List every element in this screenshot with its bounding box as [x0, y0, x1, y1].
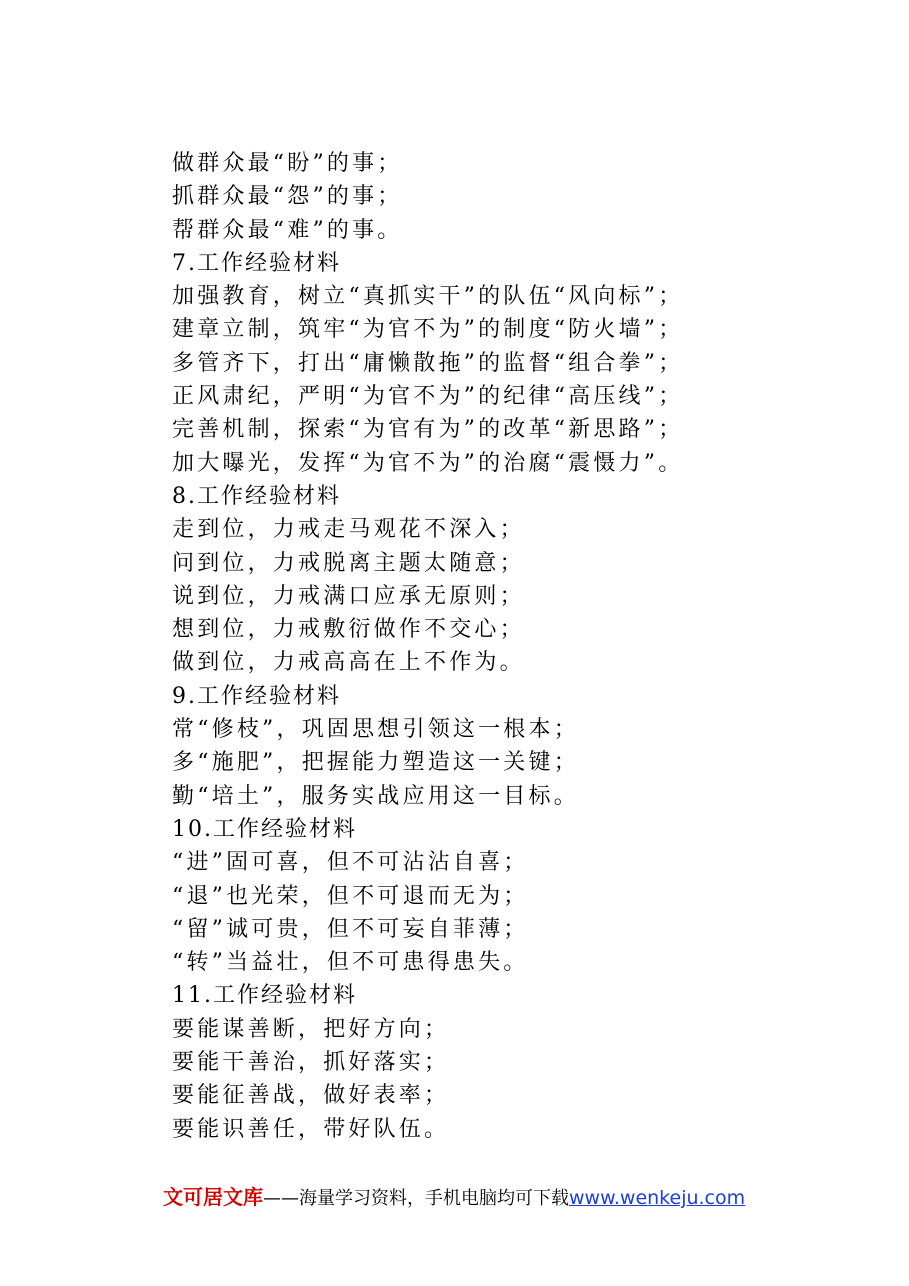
- text-line: 要能谋善断，把好方向；: [172, 1016, 450, 1042]
- section-heading: 9.工作经验材料: [172, 683, 341, 709]
- text-line: 正风肃纪，严明“为官不为”的纪律“高压线”；: [172, 384, 684, 410]
- footer-slogan: ——海量学习资料，手机电脑均可下载: [263, 1188, 569, 1209]
- footer-brand: 文可居文库: [163, 1185, 263, 1209]
- text-line: 多“施肥”，把握能力塑造这一关键；: [172, 750, 579, 776]
- text-line: “进”固可喜，但不可沾沾自喜；: [172, 850, 529, 876]
- text-line: 加大曝光，发挥“为官不为”的治腐“震慑力”。: [172, 450, 684, 476]
- text-line: “退”也光荣，但不可退而无为；: [172, 883, 529, 909]
- text-line: 常“修枝”，巩固思想引领这一根本；: [172, 717, 579, 743]
- text-line: 加强教育，树立“真抓实干”的队伍“风向标”；: [172, 284, 684, 310]
- section-heading: 8.工作经验材料: [172, 483, 341, 509]
- section-heading: 10.工作经验材料: [172, 816, 357, 842]
- text-line: 要能识善任，带好队伍。: [172, 1116, 450, 1142]
- text-line: 勤“培土”，服务实战应用这一目标。: [172, 783, 579, 809]
- footer-link[interactable]: www.wenkeju.com: [569, 1187, 746, 1209]
- section-heading: 7.工作经验材料: [172, 250, 341, 276]
- text-line: “留”诚可贵，但不可妄自菲薄；: [172, 916, 529, 942]
- document-body: [172, 147, 872, 1146]
- text-line: 完善机制，探索“为官有为”的改革“新思路”；: [172, 417, 684, 443]
- text-line: 要能征善战，做好表率；: [172, 1083, 450, 1109]
- footer-banner: [163, 1182, 745, 1212]
- text-line: 做到位，力戒高高在上不作为。: [172, 650, 525, 676]
- text-line: 做群众最“盼”的事；: [172, 151, 403, 176]
- text-line: “转”当益壮，但不可患得患失。: [172, 950, 529, 976]
- text-line: 多管齐下，打出“庸懒散拖”的监督“组合拳”；: [172, 350, 684, 376]
- section-heading: 11.工作经验材料: [172, 983, 357, 1009]
- text-line: 帮群众最“难”的事。: [172, 217, 403, 243]
- text-line: 说到位，力戒满口应承无原则；: [172, 583, 525, 609]
- text-line: 走到位，力戒走马观花不深入；: [172, 517, 525, 543]
- text-line: 建章立制，筑牢“为官不为”的制度“防火墙”；: [172, 317, 684, 343]
- text-line: 抓群众最“怨”的事；: [172, 184, 403, 210]
- text-line: 问到位，力戒脱离主题太随意；: [172, 550, 525, 576]
- text-line: 要能干善治，抓好落实；: [172, 1050, 450, 1076]
- text-line: 想到位，力戒敷衍做作不交心；: [172, 617, 525, 643]
